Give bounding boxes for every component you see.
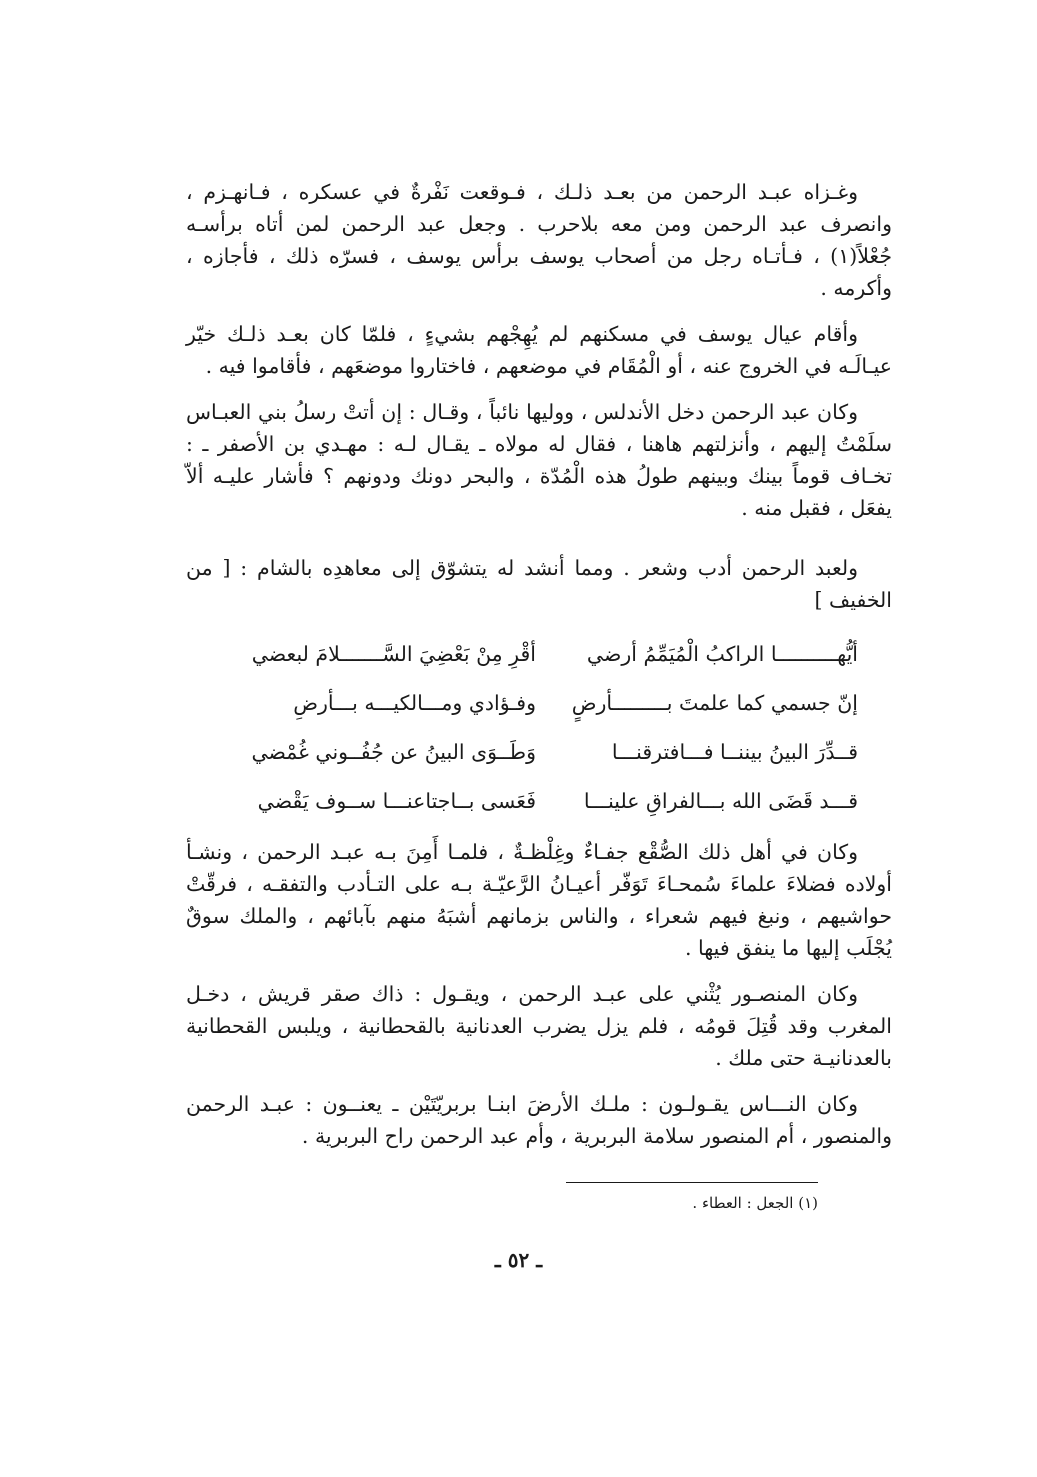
verse-second-hemistich: وَطَــوَى البينُ عن جُفُــوني غُمْضي — [251, 740, 536, 764]
verse-first-hemistich: إنّ جسمي كما علمتَ بـــــــــأرضٍ — [571, 691, 858, 715]
main-text — [186, 176, 892, 1166]
verse-second-hemistich: وفـؤادي ومـــالكيـــه بـــأرضِ — [293, 691, 536, 715]
paragraph: وأقام عيال يوسف في مسكنهم لم يُهِجْهم بشيءٍ ، فلمّا كان بعـد ذلـك خيّر عيـالَـه في الخروج عنه ، أو الْمُقَام في موضعهم ، فاختاروا موضعَهم ، فأقاموا فيه . — [186, 322, 892, 378]
footnote: (١) الجعل : العطاء . — [692, 1194, 818, 1212]
verse-second-hemistich: فَعَسى بــاجتاعنـــا ســوف يَقْضي — [257, 789, 536, 813]
poem-verse — [186, 777, 858, 826]
paragraph: وكان عبد الرحمن دخل الأندلس ، ووليها نائباً ، وقـال : إن أتتْ رسلُ بني العبـاس سلَمْتُ إليهم ، وأنزلتهم هاهنا ، فقال له مولاه ـ يقـال لـه : مهـدي بن الأصفر ـ : تخـاف قوماً بينك وبينهم طولُ هذه الْمُدّة ، والبحر دونك ودونهم ؟ فأشار عليـه ألاّ يفعَل ، فقبل منه . — [186, 400, 892, 520]
paragraph: وغـزاه عبـد الرحمن من بعـد ذلـك ، فـوقعت نَفْرةٌ في عسكره ، فـانهـزم ، وانصرف عبد الرحمن ومن معه بلاحرب . وجعل عبد الرحمن لمن أتاه برأسـه جُعْلاً(١) ، فـأتـاه رجل من أصحاب يوسف برأس يوسف ، فسرّه ذلك ، فأجازه ، وأكرمه . — [186, 180, 892, 300]
poem-verse — [186, 728, 858, 777]
page-number: ـ ٥٢ ـ — [494, 1248, 543, 1272]
paragraph: وكان النـــاس يقـولـون : ملـك الأرضَ ابنـا بربريّتَيْن ـ يعنــون : عبـد الرحمن والمنصور ، أم المنصور سلامة البربرية ، وأم عبد الرحمن راح البربرية . — [186, 1092, 892, 1148]
footnote-divider — [566, 1182, 818, 1183]
poem — [186, 630, 892, 826]
poem-intro: ولعبد الرحمن أدب وشعر . ومما أنشد له يتشوّق إلى معاهدِه بالشام : [ من الخفيف ] — [186, 556, 892, 612]
verse-second-hemistich: أقْرِ مِنْ بَعْضِيَ السَّـــــــلامَ لبعضي — [251, 642, 536, 666]
verse-first-hemistich: أيُّهــــــــــا الراكبُ الْمُيَمِّمُ أرضي — [586, 642, 858, 666]
verse-first-hemistich: قــدِّرَ البينُ بيننــا فـــافترقنـــا — [611, 740, 858, 764]
poem-verse — [186, 679, 858, 728]
paragraph: وكان المنصـور يُثْني على عبـد الرحمن ، ويقـول : ذاك صقر قريش ، دخـل المغرب وقد قُتِلَ قومُه ، فلم يزل يضرب العدنانية بالقحطانية ، ويلبس القحطانية بالعدنانيـة حتى ملك . — [186, 982, 892, 1070]
paragraph: وكان في أهل ذلك الصُّقْع جفـاءٌ وغِلْظـةٌ ، فلمـا أَمِنَ بـه عبـد الرحمن ، ونشـأ أولاده فضلاءَ علماءَ سُمحـاءَ تَوَفّر أعيـانُ الرَّعيّـة بـه على التـأدب والتفقـه ، فرقّتْ حواشيهم ، ونبغ فيهم شعراء ، والناس بزمانهم أشبَهُ منهم بآبائهم ، والملك سوقٌ يُجْلَب إليها ما ينفق فيها . — [186, 840, 892, 960]
verse-first-hemistich: قـــد قَضَى الله بـــالفراقِ علينـــا — [583, 789, 858, 813]
poem-verse — [186, 630, 858, 679]
